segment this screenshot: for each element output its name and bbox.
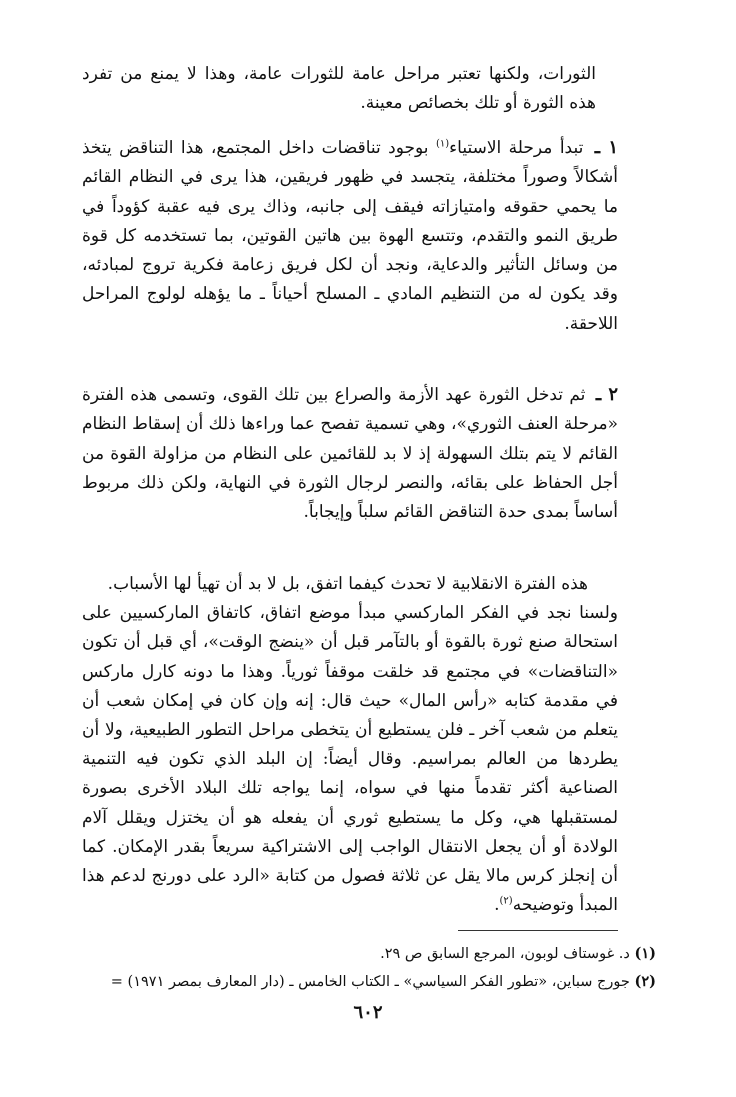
item-text: تبدأ مرحلة الاستياء — [449, 138, 584, 158]
footnote-ref-1: (١) — [435, 138, 450, 150]
footnote-mark: (١) — [634, 945, 656, 962]
footnote-ref-2: (٢) — [499, 895, 513, 907]
intro-paragraph — [82, 60, 596, 118]
item-number: ١ ـ — [594, 137, 618, 158]
body-text: ولسنا نجد في الفكر الماركسي مبدأ موضع اتفاق، كاتفاق الماركسيين على استحالة صنع ثورة بالقوة أو بالتآمر قبل أن «ينضج الوقت»، أي قبل أن تكون «التناقضات» في مجتمع قد خلقت موقفاً ثورياً. وهذا ما دونه كارل ماركس في مقدمة كتابه «رأس المال» حيث قال: إنه وإن كان في إمكان شعب أن يتعلم من شعب آخر ـ فلن يستطيع أن يتخطى مراحل التطور الطبيعية، ولا أن يطردها من العالم بمراسيم. وقال أيضاً: إن البلد الذي تكون فيه التنمية الصناعية أكثر تقدماً منها في سواه، إنما يواجه تلك البلاد الأخرى بصورة لمستقبلها هي، وكل ما يستطيع ثوري أن يفعله هو أن يختزل ويقلل آلام الولادة أو أن يجعل الانتقال الواجب إلى الاشتراكية سريعاً بقدر الإمكان. كما أن إنجلز كرس مالا يقل عن ثلاثة فصول من كتابة «الرد على دورنج لدعم هذا المبدأ وتوضيحه — [82, 603, 618, 916]
numbered-item-2 — [82, 380, 618, 527]
footnote-divider — [458, 930, 618, 931]
body-text-end: . — [494, 895, 500, 916]
footnote-text: جورج سباين، «تطور الفكر السياسي» ـ الكتاب الخامس ـ (دار المعارف بمصر ١٩٧١) = — [110, 974, 630, 990]
footnote-mark: (٢) — [634, 973, 656, 990]
footnote-2 — [82, 968, 656, 996]
body-first-line: هذه الفترة الانقلابية لا تحدث كيفما اتفق، بل لا بد أن تهيأ لها الأسباب. — [107, 574, 588, 594]
item-number: ٢ ـ — [595, 384, 618, 405]
intro-text: الثورات، ولكنها تعتبر مراحل عامة للثورات عامة، وهذا لا يمنع من تفرد هذه الثورة أو تلك بخصائص معينة. — [82, 64, 596, 113]
footnote-1 — [82, 940, 656, 968]
item-text-continued: بوجود تناقضات داخل المجتمع، هذا التناقض يتخذ أشكالاً وصوراً مختلفة، يتجسد في ظهور فريقين، هذا يرى في النظام القائم ما يحمي حقوقه وامتيازاته فيقف إلى جانبه، وذاك يرى فيه عقبة كؤوداً في طريق النمو والتقدم، وتتسع الهوة بين هاتين القوتين، بما تستخدمه كل قوة من وسائل التأثير والدعاية، ونجد أن لكل فريق زعامة فكرية تروج لمبادئه، وقد يكون له من التنظيم المادي ـ المسلح أحياناً ـ ما يؤهله لولوج المراحل اللاحقة. — [82, 138, 618, 334]
footnotes — [82, 940, 656, 996]
item-text: ثم تدخل الثورة عهد الأزمة والصراع بين تلك القوى، وتسمى هذه الفترة «مرحلة العنف الثوري»، وهي تسمية تفصح عما وراءها ذلك أن إسقاط النظام القائم لا يتم بتلك السهولة إذ لا بد للقائمين على النظام من مزاولة القوة من أجل الحفاظ على بقائه، والنصر لرجال الثورة في النهاية، ولكن ذلك مربوط أساساً بمدى حدة التناقض القائم سلباً وإيجاباً. — [82, 385, 618, 523]
footnote-text: د. غوستاف لوبون، المرجع السابق ص ٢٩. — [380, 946, 630, 962]
numbered-item-1 — [82, 133, 618, 339]
page-number: ٦٠٢ — [353, 1002, 383, 1023]
body-paragraph — [82, 570, 618, 920]
